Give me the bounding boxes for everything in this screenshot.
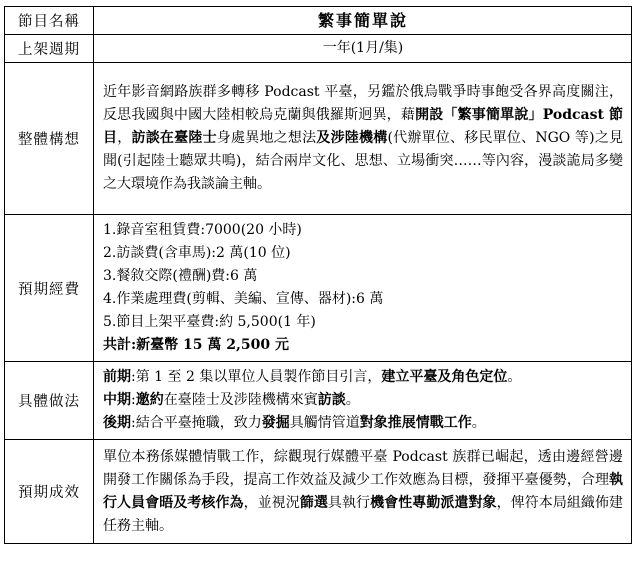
concept-bold-2: 訪談在臺陸士	[131, 130, 217, 146]
method-late-end: 。	[471, 415, 486, 431]
method-early	[103, 366, 623, 389]
row-release-cycle	[5, 35, 632, 63]
method-late-bold-2: 對象推展情戰工作	[359, 415, 472, 431]
method-mid	[103, 389, 623, 412]
method-mid-label: 中期	[103, 392, 131, 408]
expected-result-label: 預期成效	[5, 440, 94, 544]
program-name-value: 繁事簡單說	[94, 7, 632, 35]
program-proposal-table	[4, 6, 632, 544]
result-text-3: 具執行	[327, 494, 371, 511]
row-program-name	[5, 7, 632, 35]
method-early-end: 。	[507, 369, 522, 385]
row-concrete-method	[5, 362, 632, 440]
method-late-text: :結合平臺掩職，致力	[131, 415, 262, 431]
result-bold-3: 機會性專勤派遣對象	[370, 494, 497, 511]
method-early-bold: 建立平臺及角色定位	[381, 369, 508, 385]
method-late-label: 後期	[103, 415, 131, 431]
concept-text-4: (代辦單位、移民單位、NGO 等)之見聞(引起陸士聽眾共鳴)，結合兩岸文化、思想、立場衝突……等內容，漫談詭局多變之大環境作為我談論主軸。	[103, 130, 624, 192]
method-late	[103, 412, 623, 435]
method-early-text: :第 1 至 2 集以單位人員製作節目引言，	[131, 369, 382, 385]
row-overall-concept	[5, 63, 632, 215]
method-late-text-2: 具觸情管道	[289, 415, 360, 431]
method-mid-colon: :	[131, 392, 136, 408]
release-cycle-label: 上架週期	[5, 35, 94, 63]
concept-text-3: 身處異地之想法	[216, 130, 317, 146]
budget-item: 3.餐敘交際(禮酬)費:6 萬	[103, 268, 258, 284]
program-name-label: 節目名稱	[5, 7, 94, 35]
overall-concept-text	[94, 63, 632, 215]
method-mid-end: 。	[345, 392, 360, 408]
expected-budget-label: 預期經費	[5, 215, 94, 362]
concept-text-2: ，	[117, 130, 132, 146]
row-expected-budget	[5, 215, 632, 362]
result-text-2: ，並視況	[243, 494, 300, 511]
budget-item: 4.作業處理費(剪輯、美編、宣傳、器材):6 萬	[103, 291, 384, 307]
method-mid-bold-1: 邀約	[135, 392, 164, 408]
concept-text-1: 近年影音網路族群多轉移 Podcast 平臺，另鑑於俄烏戰爭時事飽受各界高度關注，反思我國與中國大陸相較烏克蘭與俄羅斯迥異，藉	[103, 84, 623, 123]
concrete-method-text	[94, 362, 632, 440]
method-mid-bold-2: 訪談	[317, 392, 346, 408]
method-early-label: 前期	[103, 369, 131, 385]
budget-item: 1.錄音室租賃費:7000(20 小時)	[103, 222, 302, 238]
result-bold-1: 執行人員會晤及考核作為	[103, 471, 623, 511]
row-expected-result	[5, 440, 632, 544]
result-text-4: ，俾符本局組織佈建任務主軸。	[103, 494, 624, 534]
budget-item: 5.節目上架平臺費:約 5,500(1 年)	[103, 314, 316, 330]
release-cycle-value: 一年(1月/集)	[94, 35, 632, 63]
result-bold-2: 篩選	[299, 494, 328, 511]
overall-concept-label: 整體構想	[5, 63, 94, 215]
method-late-bold-1: 發掘	[261, 415, 290, 431]
budget-item: 2.訪談費(含車馬):2 萬(10 位)	[103, 245, 291, 261]
budget-total: 共計:新臺幣 15 萬 2,500 元	[103, 337, 289, 353]
result-text-1: 單位本務係媒體情戰工作，綜觀現行媒體平臺 Podcast 族群已崛起，透由邊經營邊開發工作關係為手段，提高工作效益及減少工作效應為目標，發揮平臺優勢，合理	[103, 448, 623, 488]
expected-budget-list	[94, 215, 632, 362]
method-mid-text: 在臺陸士及涉陸機構來賓	[163, 392, 318, 408]
concrete-method-label: 具體做法	[5, 362, 94, 440]
concept-bold-3: 及涉陸機構	[316, 130, 388, 146]
expected-result-text	[94, 440, 632, 544]
concept-bold-1: 開設「繁事簡單說」Podcast 節目	[103, 107, 623, 146]
